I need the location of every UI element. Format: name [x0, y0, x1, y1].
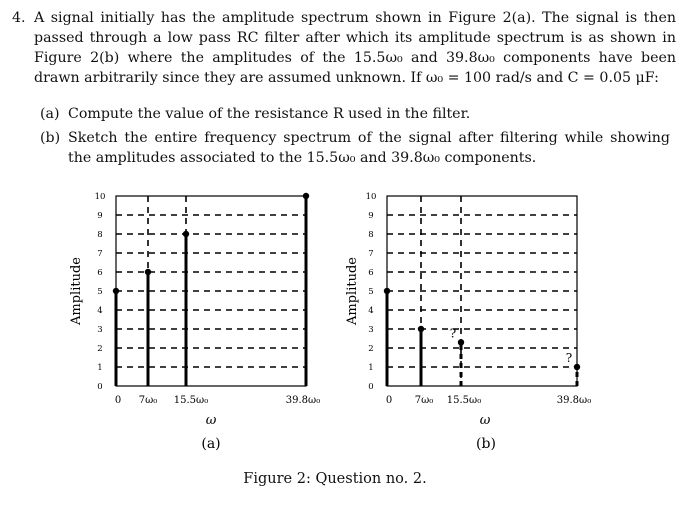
- panel-b-ytick-label: 10: [365, 192, 377, 202]
- figure-caption-text: Figure 2: Question no. 2.: [243, 471, 427, 487]
- panel-a-bar-tip-1: [145, 269, 151, 275]
- panel-b-ytick-label: 8: [368, 230, 374, 240]
- panel-a-ytick-label: 5: [97, 287, 103, 297]
- panel-b-panel-label: (b): [476, 436, 496, 452]
- panel-a-ytick-label: 2: [97, 344, 103, 354]
- panel-a-bar-tip-0: [113, 288, 119, 294]
- question-number: 4.: [12, 10, 26, 26]
- panel-a-ytick-label: 4: [97, 306, 103, 316]
- panel-a-bar-tip-2: [183, 231, 189, 237]
- panel-b-unknown-marker-2: ?: [449, 326, 457, 341]
- part-b-label: (b): [40, 130, 61, 146]
- question-text: A signal initially has the amplitude spectrum shown in Figure 2(a). The signal is then passed through a low pass RC filter after which its amplitude spectrum is as shown in Figure 2(b) where the amplitudes of the 15.5ω₀ and 39.8ω₀ components have been drawn arbitrarily since they are assumed unknown. If ω₀ = 100 rad/s and C = 0.05 μF:: [34, 10, 676, 86]
- panel-b-xtick-label: 0: [385, 395, 393, 406]
- panel-b-ytick-label: 1: [368, 363, 374, 373]
- panel-b-bar-tip-0: [384, 288, 390, 294]
- panel-b-xtick-label: 7ω₀: [414, 395, 434, 406]
- panel-b-ytick-label: 2: [368, 344, 374, 354]
- part-b-text: Sketch the entire frequency spectrum of the signal after filtering while showing the amplitudes associated to the 15.5ω₀ and 39.8ω₀ components.: [68, 130, 670, 166]
- panel-b-bar-tip-2: [458, 339, 464, 345]
- panel-a-bar-tip-3: [303, 193, 309, 199]
- panel-b-frame: [387, 196, 577, 386]
- panel-a-ytick-label: 9: [97, 211, 103, 221]
- panel-a-ytick-label: 1: [97, 363, 103, 373]
- panel-b-unknown-marker-3: ?: [565, 351, 573, 365]
- panel-b-ylabel: Amplitude: [345, 257, 360, 325]
- panel-a-xtick-label: 15.5ω₀: [173, 395, 209, 406]
- part-a-text: Compute the value of the resistance R used in the filter.: [68, 106, 471, 122]
- panel-b-ytick-label: 3: [368, 325, 374, 335]
- panel-b-xlabel: ω: [479, 413, 491, 428]
- panel-a-ylabel: Amplitude: [69, 257, 84, 325]
- panel-a-frame: [116, 196, 306, 386]
- panel-b-bar-tip-1: [418, 326, 424, 332]
- panel-a-panel-label: (a): [201, 436, 221, 452]
- panel-a-ytick-label: 10: [94, 192, 106, 202]
- panel-b-ytick-label: 9: [368, 211, 374, 221]
- panel-a-xtick-label: 7ω₀: [138, 395, 158, 406]
- panel-a-ytick-label: 3: [97, 325, 103, 335]
- panel-b-bar-tip-3: [574, 364, 580, 370]
- panel-b-xtick-label: 15.5ω₀: [446, 395, 482, 406]
- panel-a-xtick-label: 39.8ω₀: [285, 395, 321, 406]
- panel-a-ytick-label: 7: [97, 249, 103, 259]
- panel-b-ytick-label: 7: [368, 249, 374, 259]
- panel-a-ytick-label: 8: [97, 230, 103, 240]
- panel-b-ytick-label: 0: [368, 382, 374, 392]
- panel-b-ytick-label: 5: [368, 287, 374, 297]
- panel-a-xlabel: ω: [205, 413, 217, 428]
- part-a-label: (a): [40, 106, 60, 122]
- panel-a-xtick-label: 0: [114, 395, 122, 406]
- figure-caption: [0, 471, 700, 487]
- panel-b-ytick-label: 6: [368, 268, 374, 278]
- panel-b-ytick-label: 4: [368, 306, 374, 316]
- panel-b-xtick-label: 39.8ω₀: [556, 395, 592, 406]
- panel-a-ytick-label: 0: [97, 382, 103, 392]
- panel-a-ytick-label: 6: [97, 268, 103, 278]
